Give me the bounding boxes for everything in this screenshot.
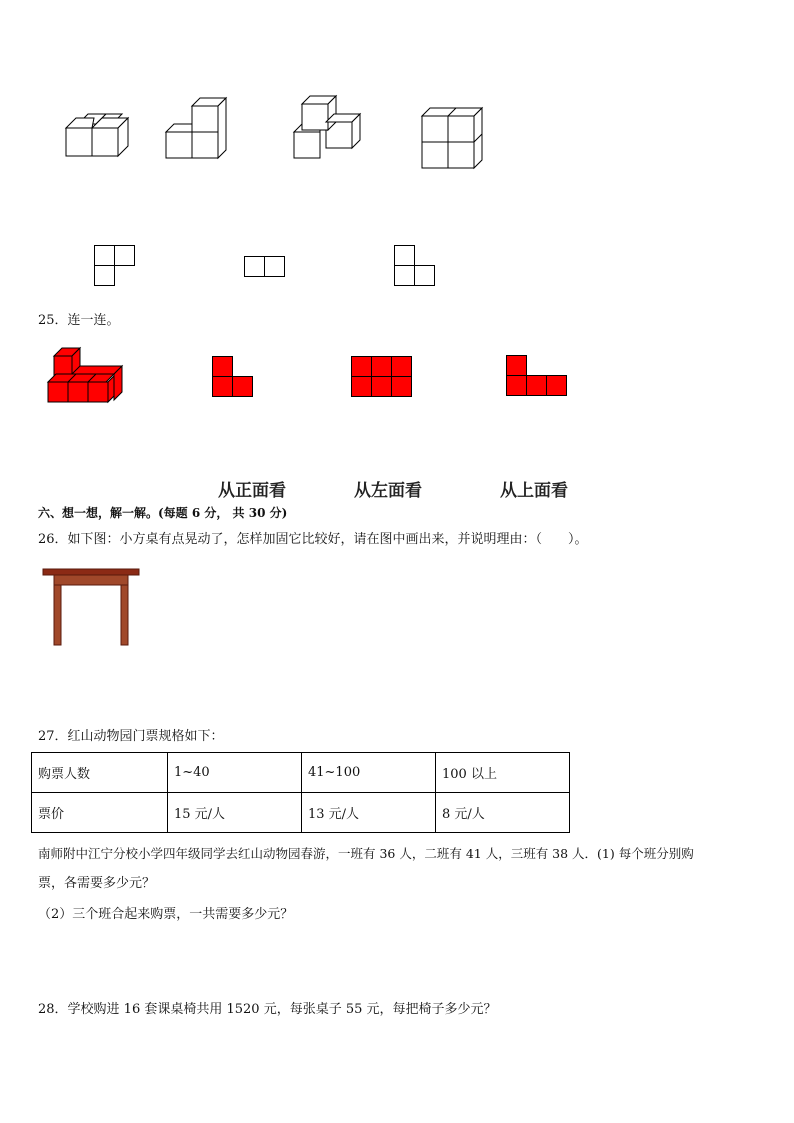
outline-view-1 <box>94 245 138 289</box>
table-cell: 15 元/人 <box>168 793 302 833</box>
cube-figure-4 <box>418 104 486 170</box>
wooden-table-drawing <box>42 566 142 650</box>
cube-figure-3 <box>290 92 365 164</box>
q25-prompt: 25．连一连。 <box>38 313 120 328</box>
table-cell: 购票人数 <box>32 753 168 793</box>
table-row <box>32 753 570 793</box>
outline-view-2 <box>244 256 288 280</box>
q27-body-line1: 南师附中江宁分校小学四年级同学去红山动物园春游，一班有 36 人，二班有 41 人，三班有 38 人．(1) 每个班分别购 <box>38 846 694 861</box>
table-cell: 8 元/人 <box>436 793 570 833</box>
q27-body-line2: 票，各需要多少元？ <box>38 876 156 891</box>
red-cube-figure <box>44 344 128 406</box>
outline-view-3 <box>394 245 438 289</box>
table-cell: 1~40 <box>168 753 302 793</box>
section6-heading: 六、想一想，解一解。(每题 6 分， 共 30 分) <box>38 506 288 520</box>
cube-figure-1 <box>60 110 130 160</box>
view-label-front: 从正面看 <box>218 481 286 501</box>
q28-prompt: 28．学校购进 16 套课桌椅共用 1520 元，每张桌子 55 元，每把椅子多少元？ <box>38 1002 497 1017</box>
table-cell: 13 元/人 <box>302 793 436 833</box>
view-label-left: 从左面看 <box>354 481 422 501</box>
red-view-long-l <box>506 355 570 399</box>
table-cell: 100 以上 <box>436 753 570 793</box>
ticket-price-table <box>31 752 570 833</box>
q26-prompt: 26．如下图：小方桌有点晃动了，怎样加固它比较好，请在图中画出来，并说明理由：（ ）。 <box>38 532 588 547</box>
red-view-l-shape <box>212 356 256 400</box>
view-label-top: 从上面看 <box>500 481 568 501</box>
red-view-grid <box>351 356 415 400</box>
table-cell: 41~100 <box>302 753 436 793</box>
q27-body-line3: （2）三个班合起来购票，一共需要多少元？ <box>38 907 294 922</box>
table-cell: 票价 <box>32 793 168 833</box>
cube-figure-2 <box>162 98 232 162</box>
q27-prompt: 27．红山动物园门票规格如下： <box>38 729 224 744</box>
table-row <box>32 793 570 833</box>
